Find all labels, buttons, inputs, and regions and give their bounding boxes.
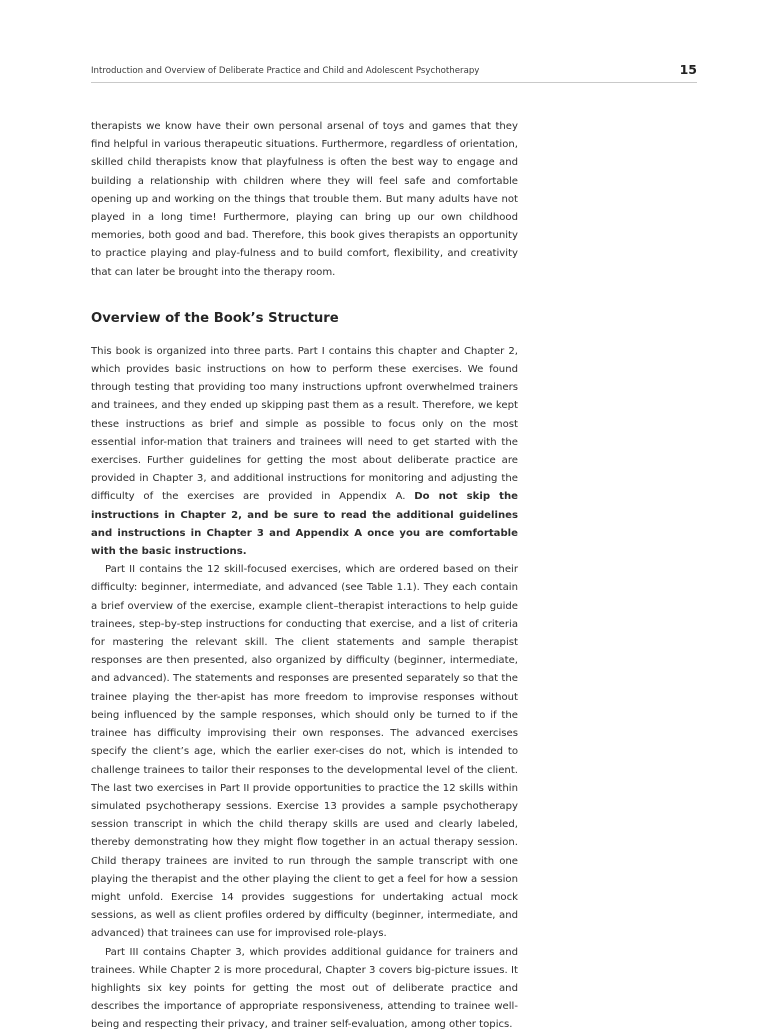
- structure-paragraph-2: Part II contains the 12 skill-focused exercises, which are ordered based on their difficulty: beginner, intermediate, and advanced (see Table 1.1). They each contain a brief overview of the exercise, example client–therapist interactions to help guide trainees, step-by-step instructions for conducting that exercise, and a list of criteria for mastering the relevant skill. The client statements and sample therapist responses are then presented, also organized by difficulty (beginner, intermediate, and advanced). The statements and responses are presented separately so that the trainee playing the ther-apist has more freedom to improvise responses without being influenced by the sample responses, which should only be turned to if the trainee has difficulty improvising their own responses. The advanced exercises specify the client’s age, which the earlier exer-cises do not, which is intended to challenge trainees to tailor their responses to the developmental level of the client. The last two exercises in Part II provide opportunities to practice the 12 skills within simulated psychotherapy sessions. Exercise 13 provides a sample psychotherapy session transcript in which the child therapy skills are used and clearly labeled, thereby demonstrating how they might flow together in an actual therapy session. Child therapy trainees are invited to run through the sample transcript with one playing the therapist and the other playing the client to get a feel for how a session might unfold. Exercise 14 provides suggestions for undertaking actual mock sessions, as well as client profiles ordered by difficulty (beginner, intermediate, and advanced) that trainees can use for improvised role-plays.: [91, 564, 518, 940]
- structure-paragraph-1-bold: Do not skip the instructions in Chapter 2, and be sure to read the additional guidelines and instructions in Chapter 3 and Appendix A once you are comfortable with the basic instructions.: [91, 491, 518, 558]
- running-title: Introduction and Overview of Deliberate Practice and Child and Adolescent Psychotherapy: [91, 66, 480, 76]
- main-text: [91, 118, 518, 1035]
- running-header: [91, 62, 697, 83]
- structure-paragraph-3: Part III contains Chapter 3, which provides additional guidance for trainers and trainees. While Chapter 2 is more procedural, Chapter 3 covers big-picture issues. It highlights six key points for getting the most out of deliberate practice and describes the importance of appropriate responsiveness, attending to trainee well-being and respecting their privacy, and trainer self-evaluation, among other topics.: [91, 946, 518, 1031]
- page-number: 15: [679, 62, 697, 77]
- section-heading: Overview of the Book’s Structure: [91, 310, 339, 326]
- intro-paragraph: therapists we know have their own personal arsenal of toys and games that they find helpful in various therapeutic situations. Furthermore, regardless of orientation, skilled child therapists know that playfulness is often the best way to engage and building a relationship with children where they will feel safe and comfortable opening up and working on the things that trouble them. But many adults have not played in a long time! Furthermore, playing can bring up our own childhood memories, both good and bad. Therefore, this book gives therapists an opportunity to practice playing and play-fulness and to build comfort, flexibility, and creativity that can later be brought into the therapy room.: [91, 121, 518, 278]
- structure-paragraph-1: [91, 343, 518, 561]
- structure-paragraph-1-text: This book is organized into three parts. Part I contains this chapter and Chapter 2, which provides basic instructions on how to perform these exercises. We found through testing that providing too many instructions upfront overwhelmed trainers and trainees, and they ended up skipping past them as a result. Therefore, we kept these instructions as brief and simple as possible to focus only on the most essential infor-mation that trainers and trainees will need to get started with the exercises. Further guidelines for getting the most about deliberate practice are provided in Chapter 3, and additional instructions for monitoring and adjusting the difficulty of the exercises are provided in Appendix A.: [91, 345, 518, 503]
